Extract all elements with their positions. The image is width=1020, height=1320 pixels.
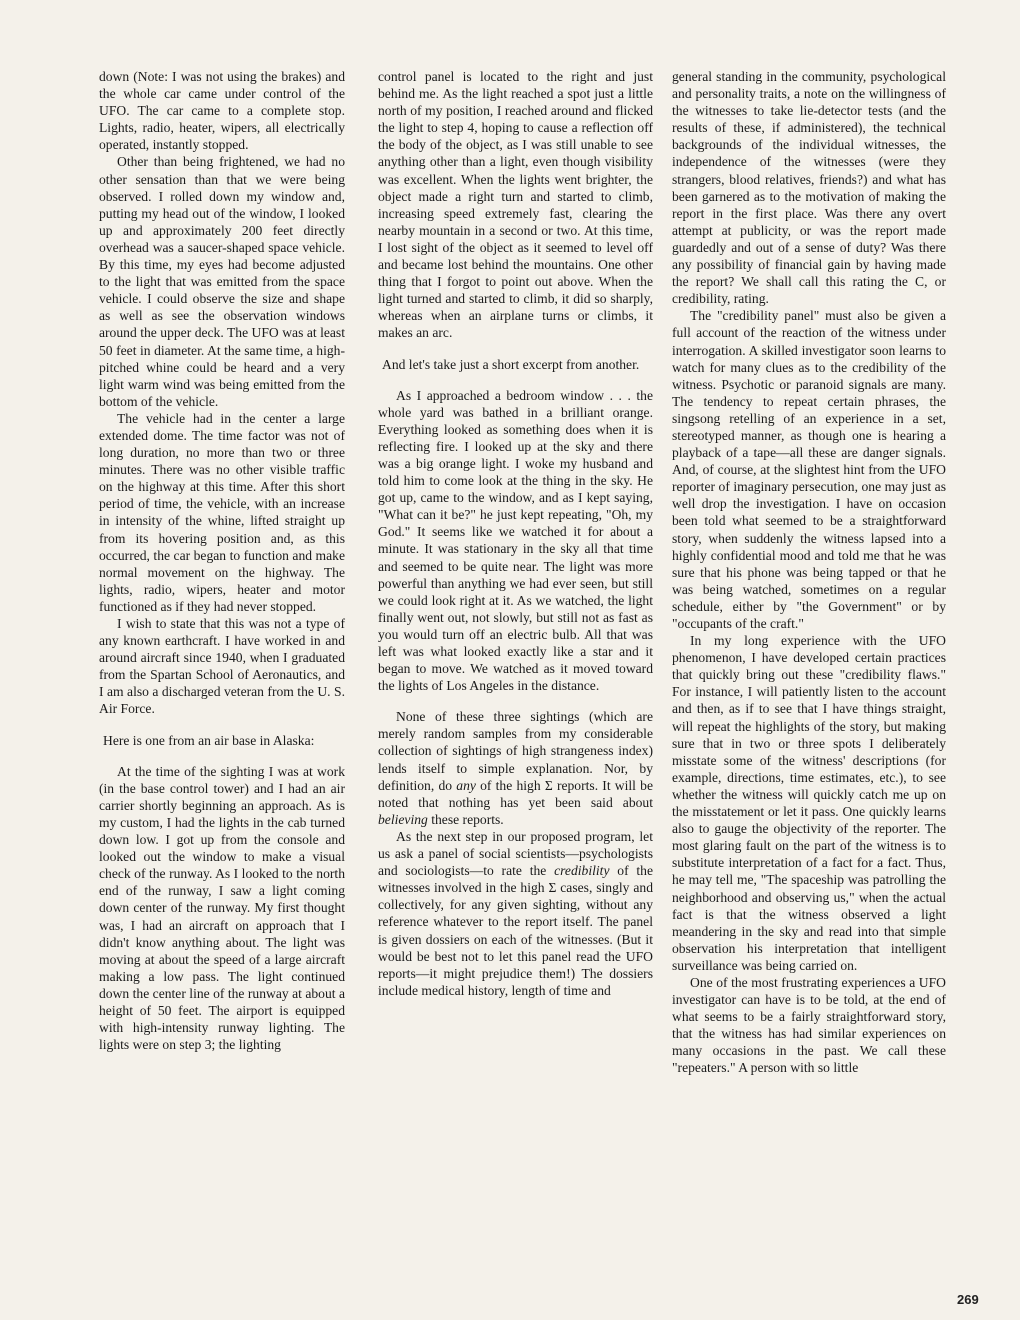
- column-3: [672, 68, 946, 1077]
- emphasis: believing: [378, 811, 428, 827]
- emphasis: credibility: [554, 863, 610, 879]
- paragraph: [378, 708, 653, 828]
- paragraph: control panel is located to the right and just behind me. As the light reached a spot just a little north of my position, I reached around and flicked the light to step 4, hoping to cause a reflection off the body of the object, as I was still unable to see anything other than a light, even though visibility was excellent. When the lights went brighter, the object made a right turn and started to climb, increasing speed extremely fast, clearing the nearby mountain in a second or two. At this time, I lost sight of the object as it seemed to level off and became lost behind the mountains. One other thing that I forgot to point out above. When the light turned and started to climb, it did so sharply, whereas when an airplane turns or climbs, it makes an arc.: [378, 69, 653, 341]
- text-run: As the next step in our proposed program, let us ask a panel of social scientists—psychologists and sociologists—to rate the: [378, 828, 653, 879]
- text-run: these reports.: [427, 811, 504, 827]
- text-run: None of these three sightings (which are merely random samples from my considerable collection of sightings of high strangeness index) lends itself to simple explanation. Nor, by definition, do: [378, 709, 653, 793]
- paragraph: One of the most frustrating experiences a UFO investigator can have is to be told, at the end of what seems to be a fairly straightforward story, that the witness has had similar experiences on many occasions in the past. We call these "repeaters." A person with so little: [672, 974, 946, 1076]
- text-run: of the witnesses involved in the high Σ cases, singly and collectively, for any given sighting, without any reference whatever to the report itself. The panel is given dossiers on each of the witnesses. (But it would be best not to let this panel read the UFO reports—it might prejudice them!) The dossiers include medical history, length of time and: [378, 863, 653, 998]
- paragraph: Other than being frightened, we had no other sensation than that we were being observed. I rolled down my window and, putting my head out of the window, I looked up and approximately 200 feet directly overhead was a saucer-shaped space vehicle. By this time, my eyes had become adjusted to the light that was emitted from the space vehicle. I could observe the size and shape as well as see the observation windows around the upper deck. The UFO was at least 50 feet in diameter. At the same time, a high-pitched whine could be heard and a very light warm wind was being emitted from the bottom of the vehicle.: [99, 154, 345, 409]
- paragraph: The "credibility panel" must also be given a full account of the reaction of the witness under interrogation. A skilled investigator soon learns to watch for many clues as to the credibility of the witness. Psychotic or paranoid signals are many. The tendency to repeat certain phrases, the singsong retelling of an experience in a set, stereotyped manner, as though one is hearing a playback of a tape—all these are danger signals. And, of course, at the slightest hint from the UFO reporter of imaginary persecution, one may just as well drop the investigation. I have on occasion been told what seemed to be a straightforward story, when suddenly the witness lapsed into a highly confidential mood and told me that he was sure that his phone was being tapped or that he was being watched, sometimes on a regular schedule, either by "the Government" or by "occupants of the craft.": [672, 308, 946, 631]
- paragraph: down (Note: I was not using the brakes) and the whole car came under control of the UFO. The car came to a complete stop. Lights, radio, heater, wipers, all electrically operated, instantly stopped.: [99, 69, 345, 153]
- text-run: of the high Σ reports. It will be noted that nothing has yet been said about: [378, 777, 653, 810]
- page-number: 269: [957, 1292, 979, 1307]
- quoted-excerpt: At the time of the sighting I was at work (in the base control tower) and I had an air carrier shortly beginning an approach. As is my custom, I had the lights in the cab turned down low. I got up from the console and looked out the window to make a visual check of the runway. As I looked to the north end of the runway, I saw a light coming down center of the runway. My first thought was, I had an aircraft on approach that I didn't know anything about. The light was moving at about the speed of a large aircraft making a low pass. The light continued down the center line of the runway at about a height of 50 feet. The airport is equipped with high-intensity runway lighting. The lights were on step 3; the lighting: [99, 763, 345, 1053]
- column-2: [378, 68, 653, 999]
- paragraph: In my long experience with the UFO phenomenon, I have developed certain practices that quickly bring out these "credibility flaws." For instance, I will patiently listen to the account and then, as if to see that I have things straight, will repeat the highlights of the story, but making sure that in two or three spots I deliberately misstate some of the witness' descriptions (for example, directions, time estimates, etc.), to see whether the witness will quickly catch me up on the misstatement or let it pass. One quickly learns also to gauge the objectivity of the reporter. The most glaring fault on the part of the witness is to substitute interpretation of a fact for a fact. Thus, he may tell me, "The spaceship was patrolling the neighborhood and observing us," when the actual fact is that the witness observed a light meandering in the sky and read into that simple observation his interpretation that intelligent surveillance was being carried on.: [672, 633, 946, 973]
- excerpt-intro: Here is one from an air base in Alaska:: [103, 732, 315, 748]
- paragraph: The vehicle had in the center a large extended dome. The time factor was not of long duration, no more than two or three minutes. There was no other visible traffic on the highway at this time. After this short period of time, the vehicle, with an increase in intensity of the whine, lifted straight up from its hovering position and, as this occurred, the car began to function and make normal movement on the highway. The lights, radio, wipers, heater and motor functioned as if they had never stopped.: [99, 410, 345, 614]
- paragraph: [378, 828, 653, 999]
- column-1: [99, 68, 345, 1053]
- excerpt-intro: And let's take just a short excerpt from another.: [382, 356, 640, 372]
- paragraph: I wish to state that this was not a type of any known earthcraft. I have worked in and around aircraft since 1940, when I graduated from the Spartan School of Aeronautics, and I am also a discharged veteran from the U. S. Air Force.: [99, 616, 345, 717]
- quoted-excerpt: As I approached a bedroom window . . . the whole yard was bathed in a brilliant orange. Everything looked as something does when it is reflecting fire. I looked up at the sky and there was a big orange light. I woke my husband and told him to come look at the thing in the sky. He got up, came to the window, and as I kept saying, "What can it be?" he just kept repeating, "Oh, my God." It seems like we watched it for about a minute. It was stationary in the sky all that time and seemed to be quite near. The light was more powerful than anything we had ever seen, but still we could look right at it. As we watched, the light finally went out, not slowly, but still not as fast as you would turn off an electric bulb. All that was left was what looked exactly like a star and it began to move. We watched as it moved toward the lights of Los Angeles in the distance.: [378, 387, 653, 694]
- emphasis: any: [456, 777, 476, 793]
- paragraph: general standing in the community, psychological and personality traits, a note on the willingness of the witnesses to take lie-detector tests (and the results of these, if administered), the technical backgrounds of the individual witnesses, the independence of the witnesses (were they strangers, blood relatives, friends?) and what has been garnered as to the motivation of making the report in the first place. Was there any overt attempt at publicity, or was the report made guardedly and out of a sense of duty? Was there any possibility of financial gain by having made the report? We shall call this rating the C, or credibility, rating.: [672, 69, 946, 307]
